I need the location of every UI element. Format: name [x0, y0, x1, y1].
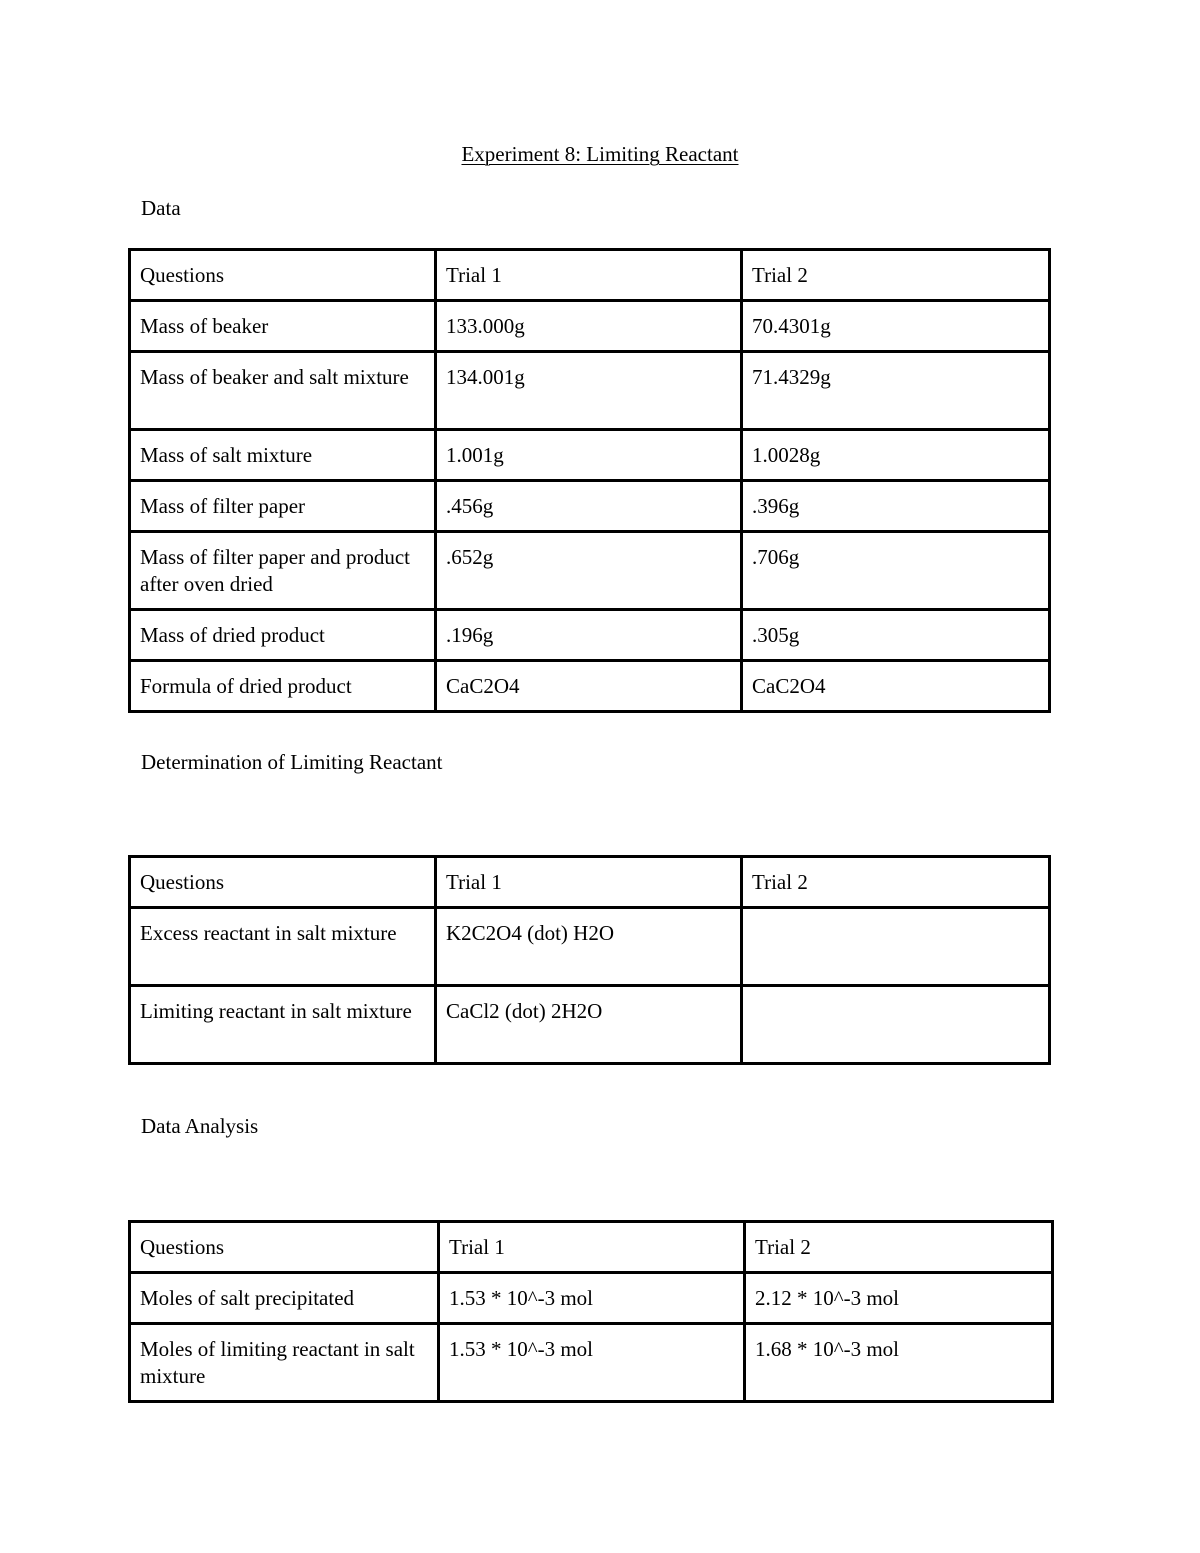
- table-cell: 133.000g: [436, 301, 742, 352]
- table-cell: Excess reactant in salt mixture: [130, 908, 436, 986]
- table-row: [130, 1324, 1053, 1402]
- section-heading-limiting: Determination of Limiting Reactant: [141, 750, 443, 774]
- table-cell: [742, 908, 1050, 986]
- table-cell: K2C2O4 (dot) H2O: [436, 908, 742, 986]
- table-row: [130, 481, 1050, 532]
- section-heading-data: Data: [141, 196, 181, 220]
- table-row: [130, 908, 1050, 986]
- table-cell: CaC2O4: [742, 661, 1050, 712]
- table-row: [130, 532, 1050, 610]
- table-header-row: [130, 1222, 1053, 1273]
- table-row: [130, 1273, 1053, 1324]
- header-cell: Trial 2: [742, 857, 1050, 908]
- table-cell: [742, 986, 1050, 1064]
- table-cell: CaCl2 (dot) 2H2O: [436, 986, 742, 1064]
- header-cell: Questions: [130, 857, 436, 908]
- table-cell: Moles of salt precipitated: [130, 1273, 439, 1324]
- table-cell: Mass of salt mixture: [130, 430, 436, 481]
- table-cell: 1.001g: [436, 430, 742, 481]
- table-cell: Mass of beaker: [130, 301, 436, 352]
- limiting-reactant-table: [128, 855, 1051, 1065]
- table-cell: .652g: [436, 532, 742, 610]
- table-cell: .305g: [742, 610, 1050, 661]
- table-row: [130, 430, 1050, 481]
- table-cell: 2.12 * 10^-3 mol: [745, 1273, 1053, 1324]
- table-cell: 134.001g: [436, 352, 742, 430]
- table-cell: 1.53 * 10^-3 mol: [439, 1324, 745, 1402]
- table-cell: .196g: [436, 610, 742, 661]
- table-cell: 71.4329g: [742, 352, 1050, 430]
- header-cell: Questions: [130, 1222, 439, 1273]
- table-cell: Mass of filter paper and product after oven dried: [130, 532, 436, 610]
- table-row: [130, 301, 1050, 352]
- header-cell: Questions: [130, 250, 436, 301]
- header-cell: Trial 2: [742, 250, 1050, 301]
- table-cell: Formula of dried product: [130, 661, 436, 712]
- table-cell: CaC2O4: [436, 661, 742, 712]
- table-cell: 1.68 * 10^-3 mol: [745, 1324, 1053, 1402]
- table-cell: .706g: [742, 532, 1050, 610]
- table-cell: .456g: [436, 481, 742, 532]
- table-row: [130, 986, 1050, 1064]
- table-cell: 1.53 * 10^-3 mol: [439, 1273, 745, 1324]
- table-row: [130, 352, 1050, 430]
- table-header-row: [130, 857, 1050, 908]
- header-cell: Trial 1: [436, 857, 742, 908]
- table-cell: Mass of beaker and salt mixture: [130, 352, 436, 430]
- table-row: [130, 661, 1050, 712]
- header-cell: Trial 1: [439, 1222, 745, 1273]
- table-cell: 70.4301g: [742, 301, 1050, 352]
- table-cell: .396g: [742, 481, 1050, 532]
- table-cell: Moles of limiting reactant in salt mixture: [130, 1324, 439, 1402]
- section-heading-analysis: Data Analysis: [141, 1114, 259, 1138]
- table-cell: 1.0028g: [742, 430, 1050, 481]
- data-table: [128, 248, 1051, 713]
- table-cell: Mass of dried product: [130, 610, 436, 661]
- table-cell: Limiting reactant in salt mixture: [130, 986, 436, 1064]
- data-analysis-table: [128, 1220, 1054, 1403]
- table-cell: Mass of filter paper: [130, 481, 436, 532]
- page-title: Experiment 8: Limiting Reactant: [461, 142, 739, 166]
- header-cell: Trial 2: [745, 1222, 1053, 1273]
- header-cell: Trial 1: [436, 250, 742, 301]
- table-row: [130, 610, 1050, 661]
- table-header-row: [130, 250, 1050, 301]
